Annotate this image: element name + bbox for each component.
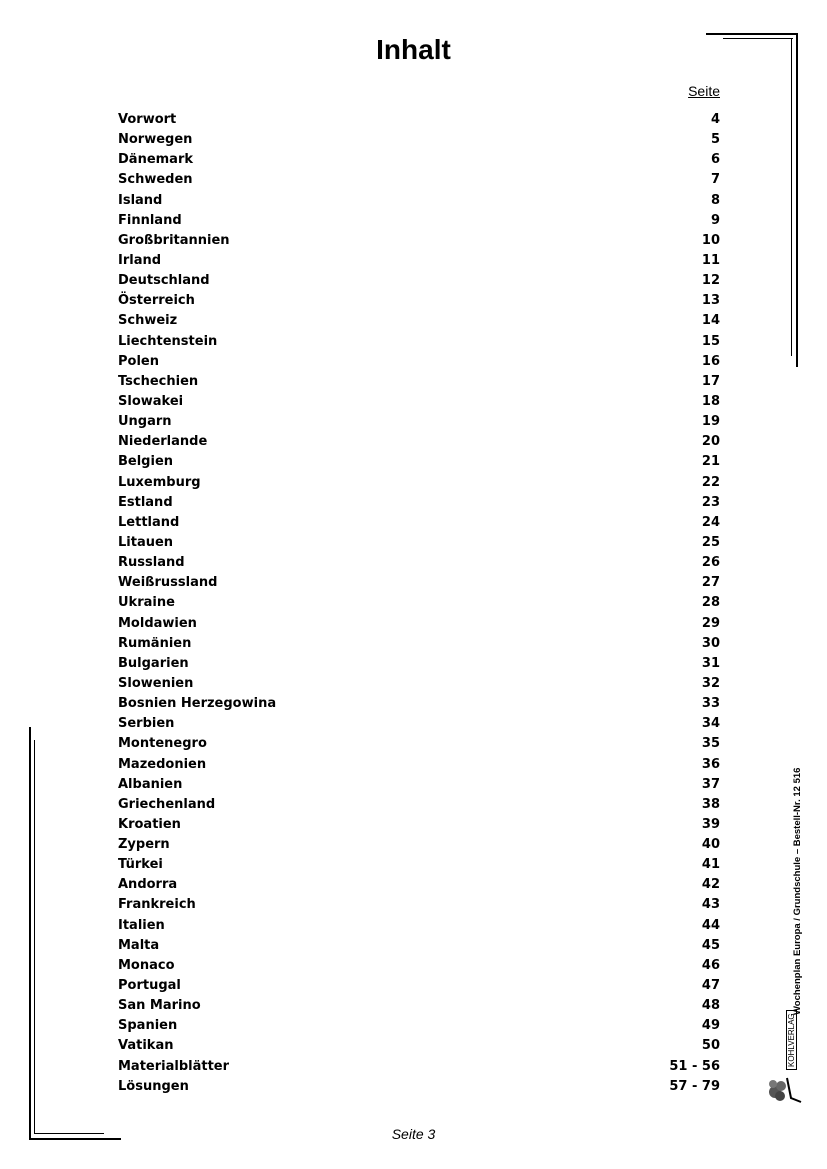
toc-entry-page: 39 (701, 816, 720, 832)
toc-entry-page: 51 - 56 (669, 1058, 720, 1074)
toc-entry (118, 895, 720, 915)
toc-entry (118, 1057, 720, 1077)
toc-entry (118, 654, 720, 674)
toc-entry (118, 311, 720, 331)
toc-entry-page: 42 (701, 877, 720, 893)
toc-entry (118, 976, 720, 996)
toc-entry-title: Malta (118, 937, 160, 953)
toc-entry-title: Norwegen (118, 132, 193, 148)
toc-entry-title: Slowakei (118, 393, 184, 409)
toc-entry-title: Liechtenstein (118, 333, 218, 349)
kohl-verlag-logo-icon (765, 1072, 805, 1104)
toc-entry-page: 46 (701, 957, 720, 973)
toc-entry (118, 553, 720, 573)
toc-entry-title: Monaco (118, 957, 175, 973)
toc-entry (118, 936, 720, 956)
toc-entry-page: 41 (701, 857, 720, 873)
toc-entry-page: 26 (701, 555, 720, 571)
toc-entry-title: Belgien (118, 454, 174, 470)
toc-entry (118, 110, 720, 130)
toc-entry-page: 8 (710, 192, 720, 208)
toc-entry-title: Estland (118, 494, 173, 510)
toc-entry (118, 452, 720, 472)
toc-entry (118, 150, 720, 170)
toc-entry-title: Deutschland (118, 273, 210, 289)
toc-entry-title: Slowenien (118, 675, 194, 691)
toc-entry-title: Niederlande (118, 434, 208, 450)
toc-entry-page: 29 (701, 615, 720, 631)
toc-entry-title: Island (118, 192, 163, 208)
toc-entry-title: Griechenland (118, 796, 216, 812)
toc-entry (118, 271, 720, 291)
toc-entry (118, 513, 720, 533)
toc-entry-title: Luxemburg (118, 474, 201, 490)
toc-entry-page: 14 (701, 313, 720, 329)
toc-entry (118, 694, 720, 714)
toc-entry-page: 34 (701, 716, 720, 732)
toc-entry-title: Tschechien (118, 373, 199, 389)
toc-entry-page: 57 - 79 (669, 1078, 720, 1094)
toc-entry-page: 4 (710, 112, 720, 127)
toc-entry-page: 22 (701, 474, 720, 490)
toc-entry-page: 44 (701, 917, 720, 933)
toc-entry-page: 5 (710, 132, 720, 148)
toc-entry-page: 15 (701, 333, 720, 349)
toc-entry-title: Vorwort (118, 112, 177, 127)
toc-entry-page: 27 (701, 575, 720, 591)
toc-entry (118, 170, 720, 190)
toc-entry (118, 593, 720, 613)
toc-entry (118, 614, 720, 634)
toc-entry (118, 855, 720, 875)
toc-entry-page: 9 (710, 212, 720, 228)
toc-entry (118, 875, 720, 895)
toc-entry-page: 20 (701, 434, 720, 450)
toc-entry-page: 35 (701, 736, 720, 752)
toc-entry (118, 533, 720, 553)
toc-entry-page: 23 (701, 494, 720, 510)
toc-entry-page: 19 (701, 414, 720, 430)
toc-entry (118, 191, 720, 211)
toc-entry-title: Russland (118, 555, 185, 571)
toc-entry-page: 32 (701, 675, 720, 691)
toc-entry-page: 21 (701, 454, 720, 470)
toc-entry-title: Andorra (118, 877, 178, 893)
toc-entry-title: Frankreich (118, 897, 196, 913)
toc-entry-title: Österreich (118, 293, 195, 309)
toc-entry-page: 28 (701, 595, 720, 611)
toc-entry-title: Dänemark (118, 152, 194, 168)
toc-entry-title: Türkei (118, 857, 163, 873)
publication-info: Wochenplan Europa / Grundschule – Bestell-Nr. 12 516 (792, 767, 803, 1015)
toc-entry-title: Litauen (118, 534, 174, 550)
toc-entry (118, 573, 720, 593)
toc-entry-title: Bosnien Herzegowina (118, 696, 277, 712)
toc-entry-title: Spanien (118, 1018, 178, 1034)
toc-entry-page: 36 (701, 756, 720, 772)
toc-entry (118, 372, 720, 392)
toc-entry-title: Zypern (118, 837, 170, 853)
toc-entry-page: 45 (701, 937, 720, 953)
toc-entry-page: 31 (701, 655, 720, 671)
toc-entry-page: 30 (701, 635, 720, 651)
toc-entry-title: Rumänien (118, 635, 192, 651)
toc-entry-title: Ukraine (118, 595, 175, 611)
toc-entry (118, 1036, 720, 1056)
toc-entry-title: Montenegro (118, 736, 207, 752)
publisher-name: KOHLVERLAG (786, 1010, 797, 1070)
toc-entry (118, 734, 720, 754)
toc-entry-page: 37 (701, 776, 720, 792)
toc-entry-title: Schweiz (118, 313, 178, 329)
toc-entry (118, 211, 720, 231)
table-of-contents (118, 110, 720, 1097)
toc-entry-page: 17 (701, 373, 720, 389)
toc-entry-title: Materialblätter (118, 1058, 230, 1074)
toc-entry (118, 291, 720, 311)
toc-entry (118, 432, 720, 452)
toc-entry-title: Lösungen (118, 1078, 189, 1094)
toc-entry (118, 1077, 720, 1097)
toc-entry-page: 10 (701, 232, 720, 248)
toc-entry-page: 49 (701, 1018, 720, 1034)
toc-entry-title: Albanien (118, 776, 183, 792)
toc-entry (118, 130, 720, 150)
toc-entry (118, 634, 720, 654)
toc-entry-title: Italien (118, 917, 165, 933)
toc-entry-title: Moldawien (118, 615, 197, 631)
page-title: Inhalt (376, 34, 451, 65)
toc-entry-page: 38 (701, 796, 720, 812)
toc-entry (118, 755, 720, 775)
toc-entry-title: Irland (118, 252, 162, 268)
toc-entry-page: 25 (701, 534, 720, 550)
toc-entry (118, 493, 720, 513)
toc-entry-title: Finnland (118, 212, 182, 228)
toc-entry-page: 48 (701, 998, 720, 1014)
toc-entry-page: 11 (701, 252, 720, 268)
toc-entry-page: 40 (701, 837, 720, 853)
toc-entry-title: Bulgarien (118, 655, 189, 671)
toc-entry-title: Lettland (118, 514, 180, 530)
toc-entry-title: Polen (118, 353, 159, 369)
toc-entry (118, 231, 720, 251)
toc-entry (118, 956, 720, 976)
page-number-footer: Seite 3 (391, 1126, 436, 1142)
toc-entry (118, 392, 720, 412)
toc-entry-page: 24 (701, 514, 720, 530)
toc-entry (118, 352, 720, 372)
toc-entry-title: Mazedonien (118, 756, 207, 772)
toc-entry (118, 674, 720, 694)
toc-entry-page: 16 (701, 353, 720, 369)
toc-entry (118, 835, 720, 855)
toc-entry (118, 412, 720, 432)
toc-entry-title: Großbritannien (118, 232, 230, 248)
toc-entry (118, 795, 720, 815)
toc-entry (118, 1016, 720, 1036)
toc-entry (118, 815, 720, 835)
toc-entry-title: Schweden (118, 172, 193, 188)
toc-entry-page: 43 (701, 897, 720, 913)
toc-entry-page: 18 (701, 393, 720, 409)
toc-entry-page: 13 (701, 293, 720, 309)
toc-entry-page: 12 (701, 273, 720, 289)
toc-entry-page: 33 (701, 696, 720, 712)
toc-entry-title: San Marino (118, 998, 201, 1014)
toc-entry (118, 775, 720, 795)
toc-entry-title: Serbien (118, 716, 175, 732)
toc-entry-title: Kroatien (118, 816, 181, 832)
toc-entry-title: Ungarn (118, 414, 172, 430)
toc-entry (118, 251, 720, 271)
toc-entry-title: Weißrussland (118, 575, 218, 591)
toc-entry-page: 6 (710, 152, 720, 168)
toc-entry-page: 7 (710, 172, 720, 188)
toc-entry (118, 473, 720, 493)
toc-entry-page: 50 (701, 1038, 720, 1054)
toc-entry (118, 916, 720, 936)
toc-entry (118, 714, 720, 734)
toc-entry-title: Portugal (118, 978, 181, 994)
toc-entry-page: 47 (701, 978, 720, 994)
toc-entry (118, 996, 720, 1016)
toc-entry (118, 332, 720, 352)
toc-entry-title: Vatikan (118, 1038, 174, 1054)
page-column-header: Seite (688, 83, 720, 99)
